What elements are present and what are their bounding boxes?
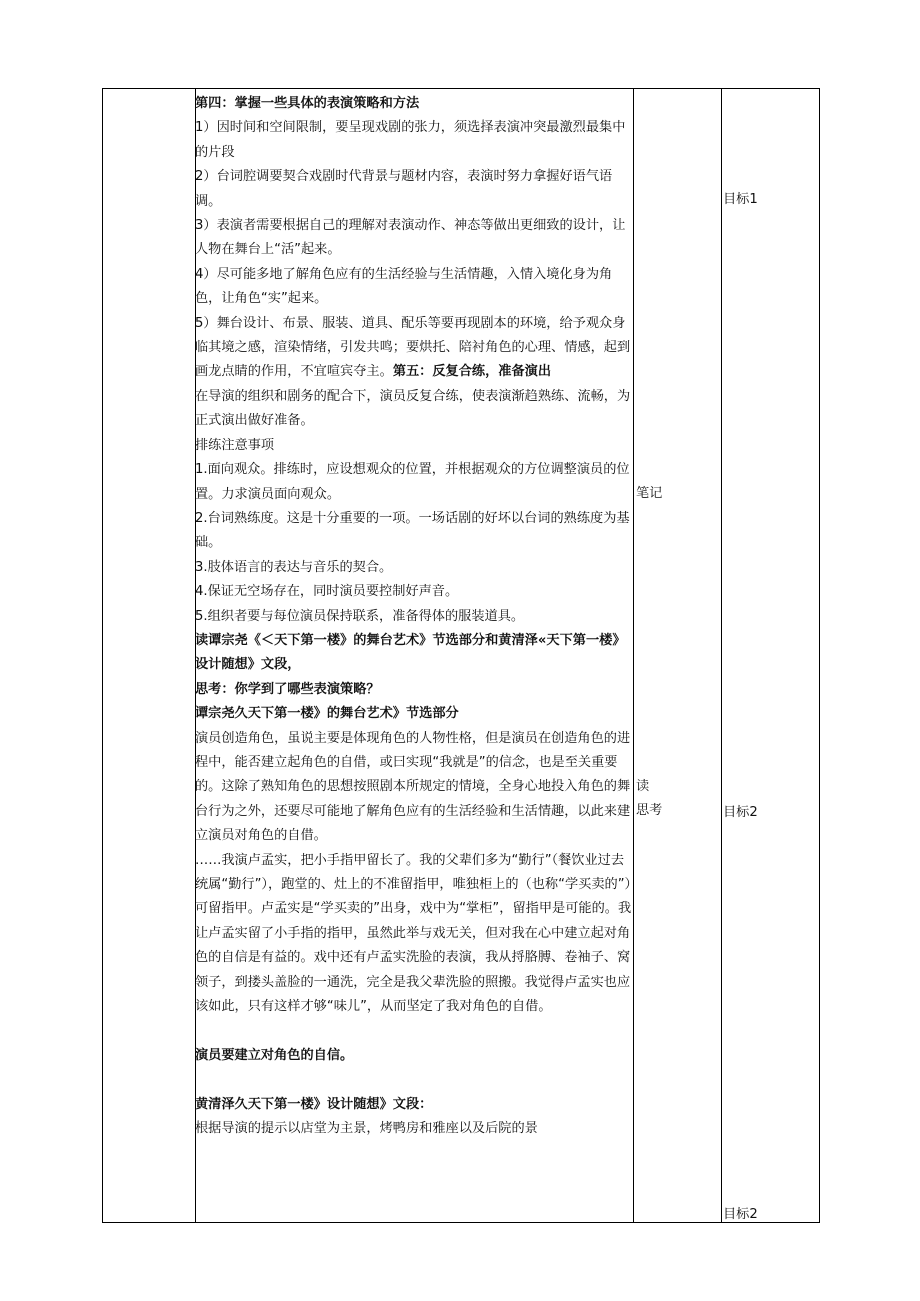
column-divider xyxy=(721,89,722,1222)
strategy-item: 1）因时间和空间限制，要呈现戏剧的张力，须选择表演冲突最激烈最集中的片段 xyxy=(195,120,626,160)
note-item: 1.面向观众。排练时，应设想观众的位置，并根据观众的方位调整演员的位置。力求演员面向观众。 xyxy=(195,462,630,502)
column-divider xyxy=(633,89,634,1222)
section-title: 第四：掌握一些具体的表演策略和方法 xyxy=(195,96,420,111)
paragraph: ……我演卢孟实，把小手指甲留长了。我的父辈们多为“勤行”（餐饮业过去统属“勤行”），跑堂的、灶上的不准留指甲，唯独柜上的（也称“学买卖的”）可留指甲。卢孟实是“学买卖的”出身，戏中为“掌柜”，留指甲是可能的。我让卢孟实留了小手指的指甲，虽然此举与戏无关，但对我在心中建立起对角色的自信是有益的。戏中还有卢孟实洗脸的表演，我从捋胳膊、卷袖子、窝领子，到搂头盖脸的一通洗，完全是我父辈洗脸的照搬。我觉得卢孟实也应该如此，只有这样才够“味儿”，从而坚定了我对角色的自借。 xyxy=(195,852,632,1015)
note-item: 4.保证无空场存在，同时演员要控制好声音。 xyxy=(195,584,459,600)
section-title: 第五：反复合练，准备演出 xyxy=(392,364,552,380)
excerpt-title: 黄清泽久天下第一楼》设计随想》文段： xyxy=(195,1096,433,1112)
strategy-item: 5）舞台设计、布景、服装、道具、配乐等要再现剧本的环境，给予观众身临其境之感，渲染情绪，引发共鸣；要烘托、陪衬角色的心理、情感，起到画龙点睛的作用，不宜喧宾夺主。第五：反复合练，准备演出 xyxy=(195,315,631,380)
lesson-table xyxy=(102,88,820,1223)
excerpt-title: 谭宗尧久天下第一楼》的舞台艺术》节选部分 xyxy=(195,706,459,722)
strategy-item: 2）台词腔调要契合戏剧时代背景与题材内容，表演时努力拿握好语气语调。 xyxy=(195,169,613,209)
reading-task: 读谭宗尧《＜天下第一楼》的舞台艺术》节选部分和黄清泽«天下第一楼》设计随想》文段， xyxy=(195,632,626,673)
strategy-item: 4）尽可能多地了解角色应有的生活经验与生活情趣，入情入境化身为角色，让角色“实”起来。 xyxy=(195,266,613,307)
notes-label: 笔记 xyxy=(636,486,663,501)
goal-label: 目标2 xyxy=(723,1207,758,1222)
goal-label: 目标2 xyxy=(723,805,758,820)
paragraph: 在导演的组织和剧务的配合下，演员反复合练，使表演渐趋熟练、流畅，为正式演出做好准备。 xyxy=(195,388,631,429)
note-item: 5.组织者要与每位演员保持联系，准备得体的服装道具。 xyxy=(195,608,525,624)
note-item: 2.台词熟练度。这是十分重要的一项。一场话剧的好坏以台词的熟练度为基础。 xyxy=(195,510,630,551)
goal-label: 目标1 xyxy=(723,192,758,207)
activity-content xyxy=(195,92,633,1141)
paragraph: 根据导演的提示以店堂为主景，烤鸭房和雅座以及后院的景 xyxy=(195,1121,538,1137)
reading-label: 读 思考 xyxy=(636,779,663,818)
paragraph: 演员创造角色，虽说主要是体现角色的人物性格，但是演员在创造角色的进程中，能否建立起角色的自借，或曰实现“我就是”的信念，也是至关重要的。这除了熟知角色的思想按照剧本所规定的情境，全身心地投入角色的舞台行为之外，还要尽可能地了解角色应有的生活经验和生活情趣，以此来建立演员对角色的自借。 xyxy=(195,730,631,844)
note-item: 3.肢体语言的表达与音乐的契合。 xyxy=(195,559,393,575)
conclusion: 演员要建立对角色的自信。 xyxy=(195,1047,354,1063)
strategy-item: 3）表演者需要根据自己的理解对表演动作、神态等做出更细致的设计，让人物在舞台上“活”起来。 xyxy=(195,218,626,258)
notes-heading: 排练注意事项 xyxy=(195,437,275,453)
thinking-question: 思考：你学到了哪些表演策略？ xyxy=(195,681,380,697)
